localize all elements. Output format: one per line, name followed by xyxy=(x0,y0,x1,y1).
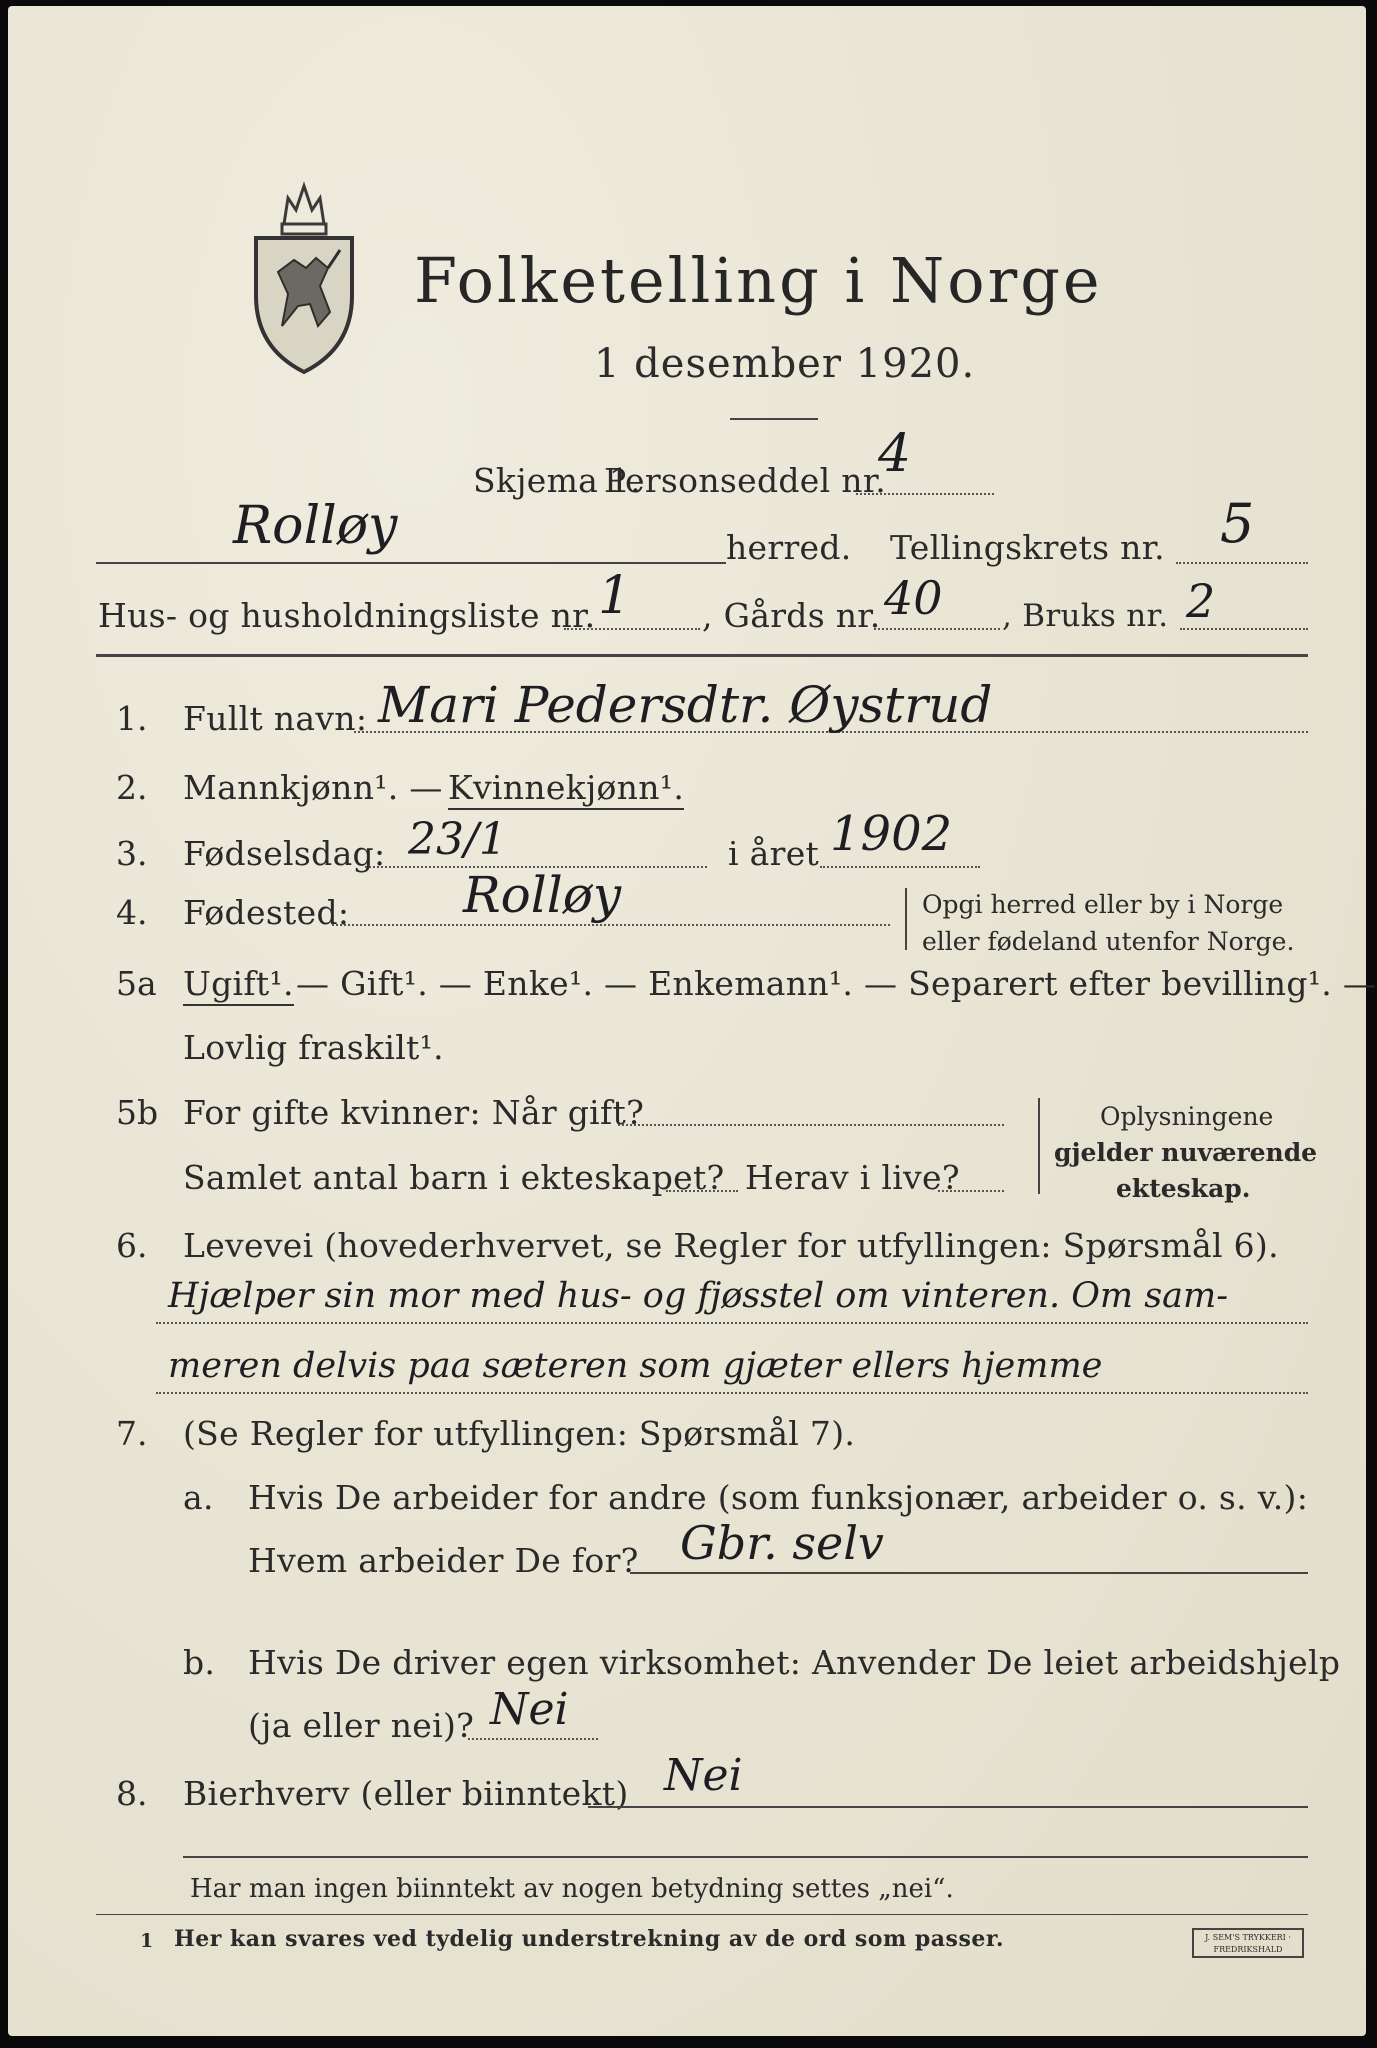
census-form-page xyxy=(8,6,1377,2036)
title-divider xyxy=(730,418,818,420)
form-title: Folketelling i Norge xyxy=(414,244,1103,317)
q5b-note-3: ekteskap. xyxy=(1116,1174,1251,1203)
q8-label: Bierhverv (eller biinntekt) xyxy=(183,1774,629,1813)
q5a-options: — Gift¹. — Enke¹. — Enkemann¹. — Separert efter bevilling¹. — xyxy=(296,964,1377,1003)
q4-value[interactable]: Rolløy xyxy=(463,866,622,924)
husliste-label: Hus- og husholdningsliste nr. xyxy=(98,596,596,635)
q2-kvinne[interactable]: Kvinnekjønn¹. xyxy=(448,768,684,810)
q6-value-line1[interactable]: Hjælper sin mor med hus- og fjøsstel om vinteren. Om sam- xyxy=(168,1276,1229,1316)
q6-number: 6. xyxy=(116,1226,148,1265)
q4-note-2: eller fødeland utenfor Norge. xyxy=(922,927,1295,956)
q5a-line2: Lovlig fraskilt¹. xyxy=(183,1028,444,1067)
bruks-value[interactable]: 2 xyxy=(1186,574,1216,628)
q5b-married-line xyxy=(618,1124,1004,1126)
q7b-line xyxy=(468,1738,598,1740)
q8-number: 8. xyxy=(116,1774,148,1813)
gards-label: , Gårds nr. xyxy=(702,596,881,635)
q6-line1 xyxy=(156,1322,1308,1324)
q7a-letter: a. xyxy=(183,1478,214,1517)
q4-label: Fødested: xyxy=(183,893,350,932)
q7b-label: Hvis De driver egen virksomhet: Anvender De leiet arbeidshjelp xyxy=(248,1643,1341,1682)
herred-label: herred. xyxy=(726,528,852,567)
q4-brace xyxy=(905,888,907,950)
husliste-line xyxy=(564,628,700,630)
q5b-alive-line xyxy=(938,1190,1004,1192)
q7a-value[interactable]: Gbr. selv xyxy=(680,1516,884,1570)
q4-line xyxy=(332,924,890,926)
q5b-children-label: Samlet antal barn i ekteskapet? xyxy=(183,1158,725,1197)
q5a-number: 5a xyxy=(116,964,157,1003)
q5b-label: For gifte kvinner: Når gift? xyxy=(183,1093,645,1132)
printer-stamp: J. SEM'S TRYKKERI · FREDRIKSHALD xyxy=(1192,1928,1304,1958)
q5b-note-1: Oplysningene xyxy=(1100,1102,1274,1131)
footnote-divider xyxy=(96,1914,1308,1915)
q2-mann: Mannkjønn¹. — xyxy=(183,768,443,807)
q8-value[interactable]: Nei xyxy=(664,1750,743,1801)
q5b-children-line xyxy=(666,1190,738,1192)
q8-extra-line xyxy=(183,1856,1308,1858)
husliste-value[interactable]: 1 xyxy=(598,566,632,626)
gards-value[interactable]: 40 xyxy=(884,571,943,625)
personseddel-line xyxy=(856,493,994,495)
footnote-mark: 1 xyxy=(140,1930,154,1952)
tellingskrets-label: Tellingskrets nr. xyxy=(890,528,1165,567)
herred-line xyxy=(96,562,726,564)
q8-line xyxy=(588,1806,1308,1808)
q5b-alive-label: Herav i live? xyxy=(745,1158,960,1197)
q5b-number: 5b xyxy=(116,1093,159,1132)
herred-value[interactable]: Rolløy xyxy=(233,496,398,556)
q5b-brace xyxy=(1038,1098,1040,1194)
footnote: Her kan svares ved tydelig understrekning av de ord som passer. xyxy=(174,1926,1005,1952)
header-divider xyxy=(96,654,1308,657)
q7-number: 7. xyxy=(116,1414,148,1453)
q7-label: (Se Regler for utfyllingen: Spørsmål 7). xyxy=(183,1414,856,1453)
q1-value[interactable]: Mari Pedersdtr. Øystrud xyxy=(378,676,993,734)
tellingskrets-value[interactable]: 5 xyxy=(1220,492,1255,555)
q6-line2 xyxy=(156,1392,1308,1394)
q7a-label: Hvis De arbeider for andre (som funksjonær, arbeider o. s. v.): xyxy=(248,1478,1309,1517)
personseddel-label: Personseddel nr. xyxy=(604,461,887,500)
gards-line xyxy=(874,628,1000,630)
personseddel-value[interactable]: 4 xyxy=(878,424,912,484)
q3-year-label: i året xyxy=(728,834,820,873)
q3-year-line xyxy=(820,866,980,868)
q6-value-line2[interactable]: meren delvis paa sæteren som gjæter ellers hjemme xyxy=(168,1346,1103,1386)
tellingskrets-line xyxy=(1176,562,1308,564)
q6-label: Levevei (hovederhvervet, se Regler for utfyllingen: Spørsmål 6). xyxy=(183,1226,1279,1265)
q7b-letter: b. xyxy=(183,1643,216,1682)
form-date: 1 desember 1920. xyxy=(594,341,976,387)
q1-label: Fullt navn: xyxy=(183,699,368,738)
q7a-label2: Hvem arbeider De for? xyxy=(248,1541,639,1580)
q5b-note-2: gjelder nuværende xyxy=(1054,1138,1318,1167)
q3-number: 3. xyxy=(116,834,148,873)
q7b-label2: (ja eller nei)? xyxy=(248,1706,475,1745)
q1-number: 1. xyxy=(116,699,148,738)
q7a-line xyxy=(630,1572,1308,1574)
q7b-value[interactable]: Nei xyxy=(490,1684,569,1735)
q5a-ugift[interactable]: Ugift¹. xyxy=(183,964,294,1006)
q4-number: 4. xyxy=(116,893,148,932)
bruks-line xyxy=(1180,628,1308,630)
bruks-label: , Bruks nr. xyxy=(1002,598,1169,634)
q3-value[interactable]: 23/1 xyxy=(408,814,507,865)
q3-label: Fødselsdag: xyxy=(183,834,386,873)
coat-of-arms-icon xyxy=(248,176,360,376)
skjema-label: Skjema 1. xyxy=(473,461,642,500)
nei-note: Har man ingen biinntekt av nogen betydning settes „nei“. xyxy=(190,1874,954,1904)
q3-year-value[interactable]: 1902 xyxy=(830,806,953,862)
q2-number: 2. xyxy=(116,768,148,807)
q4-note-1: Opgi herred eller by i Norge xyxy=(922,890,1284,919)
